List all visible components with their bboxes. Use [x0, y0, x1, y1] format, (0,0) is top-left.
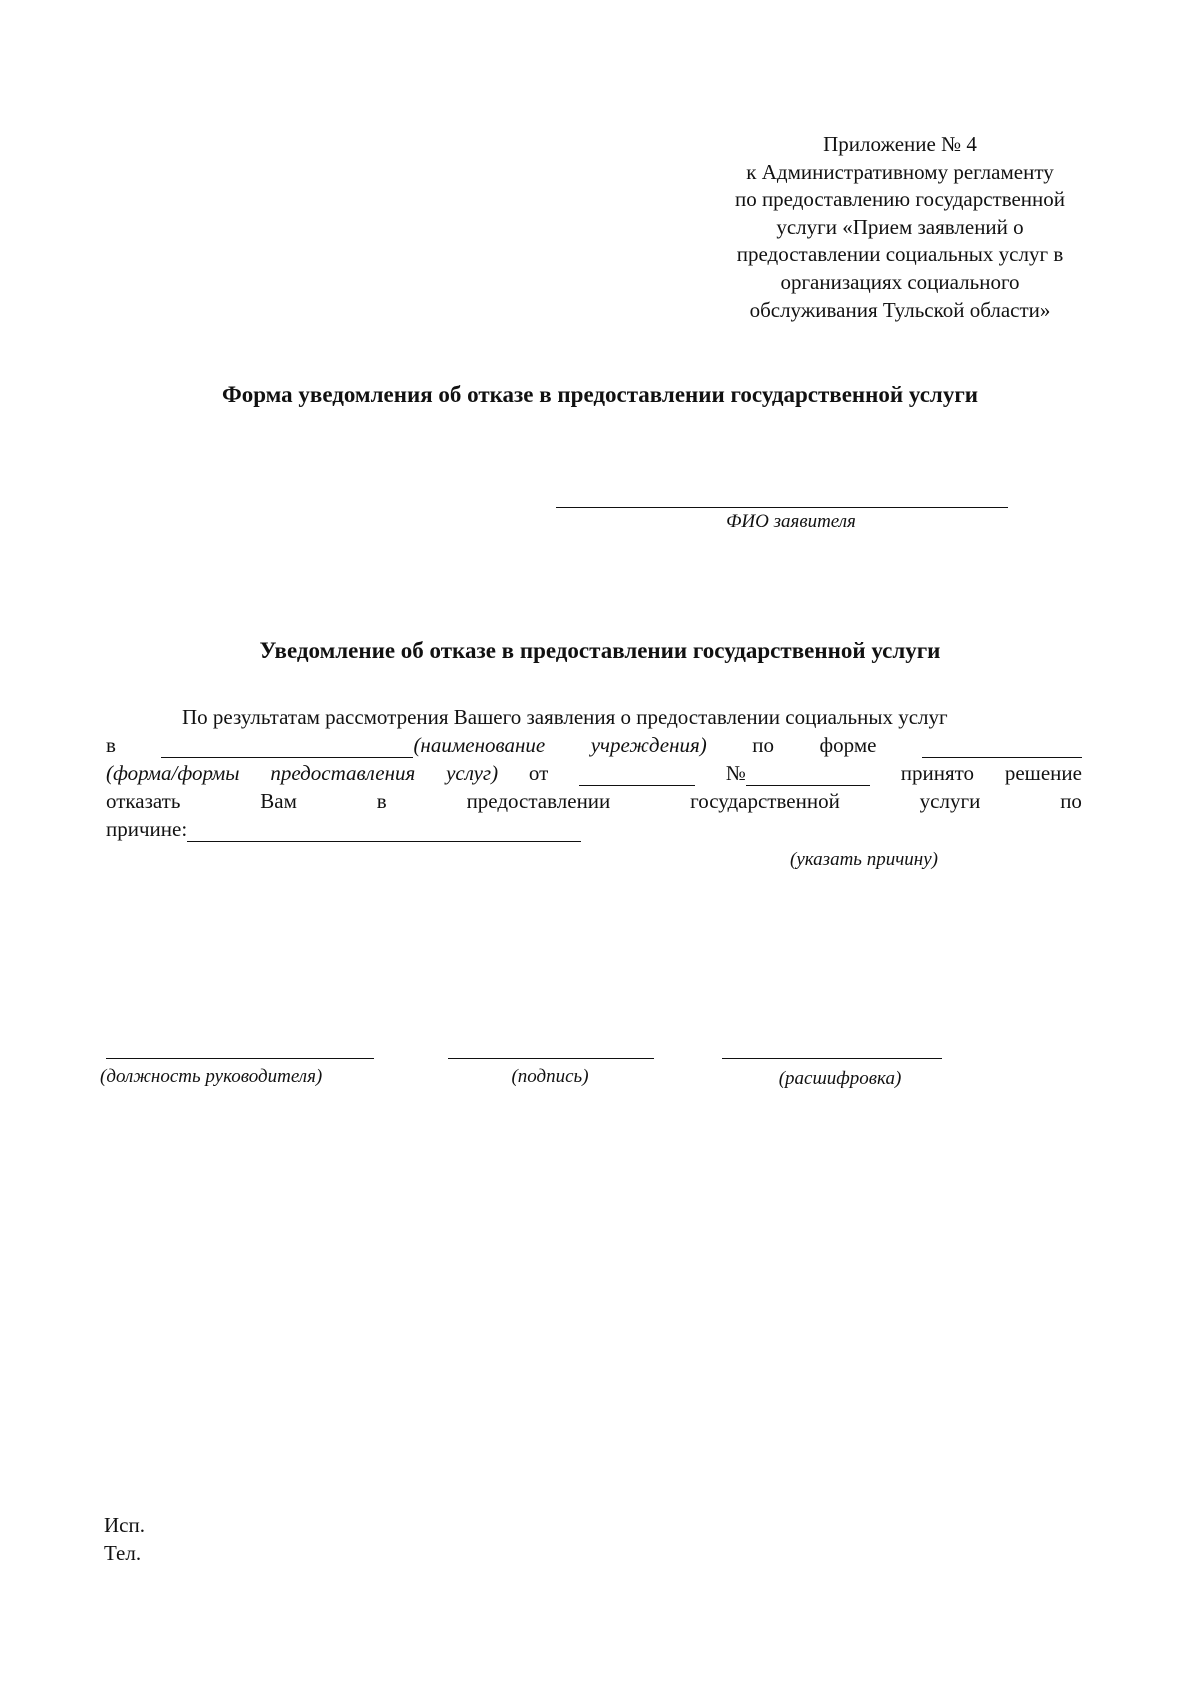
body-word: форме	[819, 733, 877, 757]
institution-phrase	[161, 733, 545, 758]
body-word: отказать	[106, 789, 181, 813]
decoding-caption: (расшифровка)	[778, 1068, 902, 1089]
reason-caption: (указать причину)	[790, 849, 938, 870]
position-field[interactable]	[106, 1058, 374, 1059]
signature-field[interactable]	[448, 1058, 654, 1059]
body-line-3	[106, 758, 1082, 786]
number-phrase	[726, 761, 870, 786]
body-word: от	[528, 761, 549, 785]
service-form-caption: услуг)	[446, 761, 499, 785]
reason-field[interactable]	[187, 819, 581, 842]
phone-label: Тел.	[104, 1541, 142, 1565]
footer	[104, 1511, 145, 1567]
appendix-line: Приложение № 4	[823, 132, 977, 156]
body-word: принято	[900, 761, 975, 785]
reason-label: причине:	[106, 817, 188, 841]
service-form-field[interactable]	[922, 735, 1082, 758]
institution-name-field[interactable]	[161, 735, 413, 758]
body-text: По результатам рассмотрения Вашего заявления о предоставлении социальных услуг	[182, 705, 948, 729]
notice-title: Уведомление об отказе в предоставлении государственной услуги	[259, 638, 941, 663]
body-word: решение	[1004, 761, 1082, 785]
body-word: по	[1060, 789, 1082, 813]
institution-caption: (наименование	[413, 733, 546, 757]
body-line-2	[106, 730, 1082, 758]
body-line-1	[106, 702, 1082, 730]
appendix-line: по предоставлению государственной	[734, 187, 1066, 212]
body-word: предоставлении	[466, 789, 611, 813]
executor-label: Исп.	[104, 1513, 145, 1537]
position-caption: (должность руководителя)	[100, 1066, 323, 1087]
body-line-5	[106, 814, 1082, 842]
body-word: в	[106, 733, 116, 757]
notice-body	[106, 702, 1082, 842]
appendix-line: предоставлении социальных услуг в	[736, 242, 1064, 267]
body-word: государственной	[690, 789, 840, 813]
body-word: по	[752, 733, 775, 757]
applicant-name-caption: ФИО заявителя	[726, 511, 856, 532]
appendix-line: к Административному регламенту	[746, 159, 1054, 184]
body-word: в	[376, 789, 387, 813]
signature-caption: (подпись)	[511, 1066, 589, 1087]
service-form-caption: предоставления	[270, 761, 416, 785]
appendix-line: организациях социального	[780, 269, 1020, 294]
number-sign: №	[725, 761, 746, 785]
appendix-line: обслуживания Тульской области»	[749, 297, 1051, 322]
appendix-header	[700, 131, 1100, 324]
decoding-field[interactable]	[722, 1058, 942, 1059]
body-line-4	[106, 786, 1082, 814]
number-field[interactable]	[746, 763, 870, 786]
appendix-line: услуги «Прием заявлений о	[776, 214, 1024, 239]
service-form-caption: (форма/формы	[106, 761, 240, 785]
date-field[interactable]	[579, 763, 695, 786]
applicant-name-field[interactable]	[556, 507, 1008, 508]
institution-caption: учреждения)	[590, 733, 707, 757]
body-word: Вам	[260, 789, 297, 813]
body-word: услуги	[919, 789, 981, 813]
form-title: Форма уведомления об отказе в предоставлении государственной услуги	[221, 382, 979, 407]
